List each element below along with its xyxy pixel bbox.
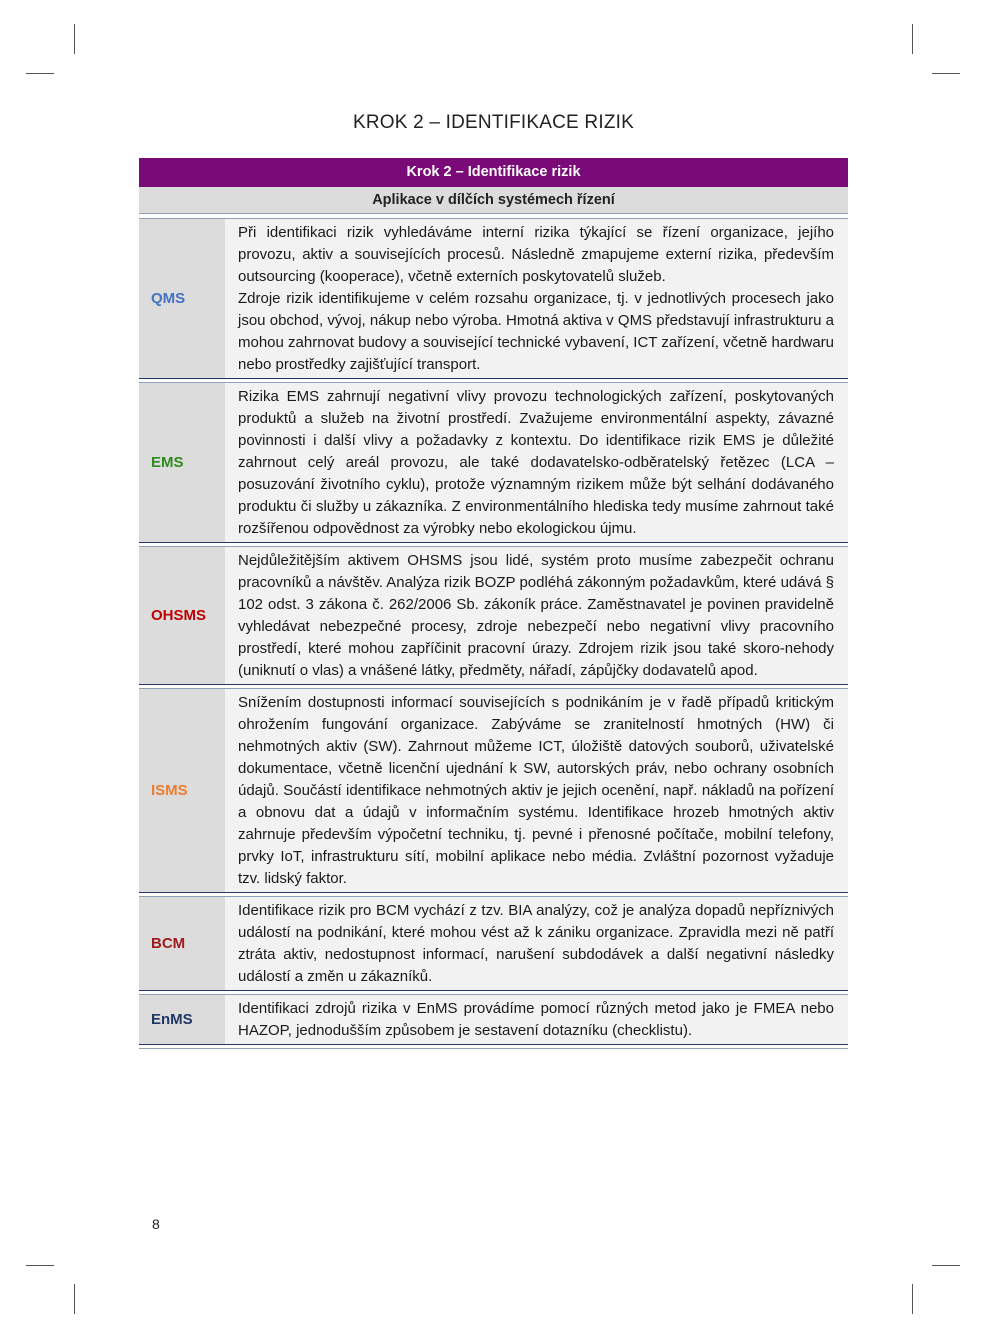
row-paragraph: Rizika EMS zahrnují negativní vlivy provozu technologických zařízení, poskytovaných produktů a služeb na životní prostředí. Zvažujeme environmentální aspekty, závazné povinnosti i další vlivy a požadavky z kontextu. Do identifikace rizik EMS je důležité zahrnout celý areál provozu, ale také dodavatelsko-odběratelský řetězec (LCA – posuzování životního cyklu), protože významným rizikem může být selhání dodávaného produktu či služby u zákazníka. Z environmentálního hlediska tedy musíme zahrnout také rozšířenou odpovědnost za výrobky nebo ekologickou újmu. [238, 388, 834, 537]
row-content [225, 995, 848, 1044]
row-label-ohsms: OHSMS [139, 547, 225, 684]
risk-identification-table [139, 158, 848, 1049]
table-row [139, 897, 848, 991]
table-row [139, 689, 848, 893]
row-content [225, 689, 848, 892]
row-label-isms: ISMS [139, 689, 225, 892]
row-label-ems: EMS [139, 383, 225, 542]
crop-mark-top-left-horizontal [26, 73, 54, 74]
table-body [139, 219, 848, 1049]
crop-mark-bottom-left-horizontal [26, 1265, 54, 1266]
table-row [139, 547, 848, 685]
row-paragraph: Identifikace rizik pro BCM vychází z tzv. BIA analýzy, což je analýza dopadů nepříznivých událostí na podnikání, které mohou vést až k zániku organizace. Zpravidla mezi ně patří ztráta aktiv, nedostupnost informací, narušení subdodávek a další negativní následky událostí a změn u zákazníků. [238, 902, 834, 985]
crop-mark-top-left-vertical [74, 24, 75, 54]
row-paragraph: Nejdůležitějším aktivem OHSMS jsou lidé, systém proto musíme zabezpečit ochranu pracovníků a návštěv. Analýza rizik BOZP podléhá zákonným požadavkům, které udává § 102 odst. 3 zákona č. 262/2006 Sb. zákoník práce. Zaměstnavatel je povinen pravidelně vyhledávat nebezpečné procesy, zdroje nebezpečí nebo negativní vlivy pracovního prostředí, které mohou zapříčinit pracovní úrazy. Zdrojem rizik jsou také skoro-nehody (uniknutí o vlas) a vnášené látky, předměty, nářadí, zápůjčky dodavatelů apod. [238, 552, 834, 679]
row-paragraph: Zdroje rizik identifikujeme v celém rozsahu organizace, tj. v jednotlivých procesech jako jsou obchod, vývoj, nákup nebo výroba. Hmotná aktiva v QMS představují infrastrukturu a mohou zahrnovat budovy a související technické vybavení, ICT zařízení, včetně hardwaru nebo prostředky zajišťující transport. [238, 290, 834, 373]
row-separator [139, 1045, 848, 1049]
row-label-bcm: BCM [139, 897, 225, 990]
row-label-qms: QMS [139, 219, 225, 378]
row-content [225, 547, 848, 684]
row-paragraph: Identifikaci zdrojů rizika v EnMS provádíme pomocí různých metod jako je FMEA nebo HAZOP, jednodušším způsobem je sestavení dotazníku (checklistu). [238, 1000, 834, 1039]
table-row [139, 383, 848, 543]
table-subheader: Aplikace v dílčích systémech řízení [139, 187, 848, 214]
row-content [225, 219, 848, 378]
crop-mark-bottom-right-horizontal [932, 1265, 960, 1266]
table-header: Krok 2 – Identifikace rizik [139, 158, 848, 187]
page-number: 8 [152, 1216, 160, 1232]
table-row [139, 219, 848, 379]
crop-mark-top-right-horizontal [932, 73, 960, 74]
row-paragraph: Při identifikaci rizik vyhledáváme interní rizika týkající se řízení organizace, jejího provozu, aktiv a souvisejících procesů. Následně zmapujeme externí rizika, především outsourcing (kooperace), včetně externích poskytovatelů služeb. [238, 224, 834, 285]
crop-mark-bottom-left-vertical [74, 1284, 75, 1314]
crop-mark-bottom-right-vertical [912, 1284, 913, 1314]
page-title: KROK 2 – IDENTIFIKACE RIZIK [353, 112, 634, 133]
row-label-enms: EnMS [139, 995, 225, 1044]
crop-mark-top-right-vertical [912, 24, 913, 54]
table-row [139, 995, 848, 1045]
row-content [225, 383, 848, 542]
row-content [225, 897, 848, 990]
row-paragraph: Snížením dostupnosti informací souvisejících s podnikáním je v řadě případů kritickým ohrožením fungování organizace. Zabýváme se zranitelností hmotných (HW) či nehmotných aktiv (SW). Zahrnout můžeme ICT, úložiště datových souborů, uživatelské dokumentace, včetně licenční ujednání k SW, autorských práv, nebo ochrany osobních údajů. Součástí identifikace nehmotných aktiv je jejich ocenění, např. nákladů na pořízení a obnovu dat a údajů v informačním systému. Identifikace hrozeb hmotných aktiv zahrnuje především výpočetní techniku, tj. pevné i přenosné počítače, mobilní telefony, prvky IoT, infrastrukturu sítí, mobilní aplikace nebo média. Zvláštní pozornost vyžaduje tzv. lidský faktor. [238, 694, 834, 887]
